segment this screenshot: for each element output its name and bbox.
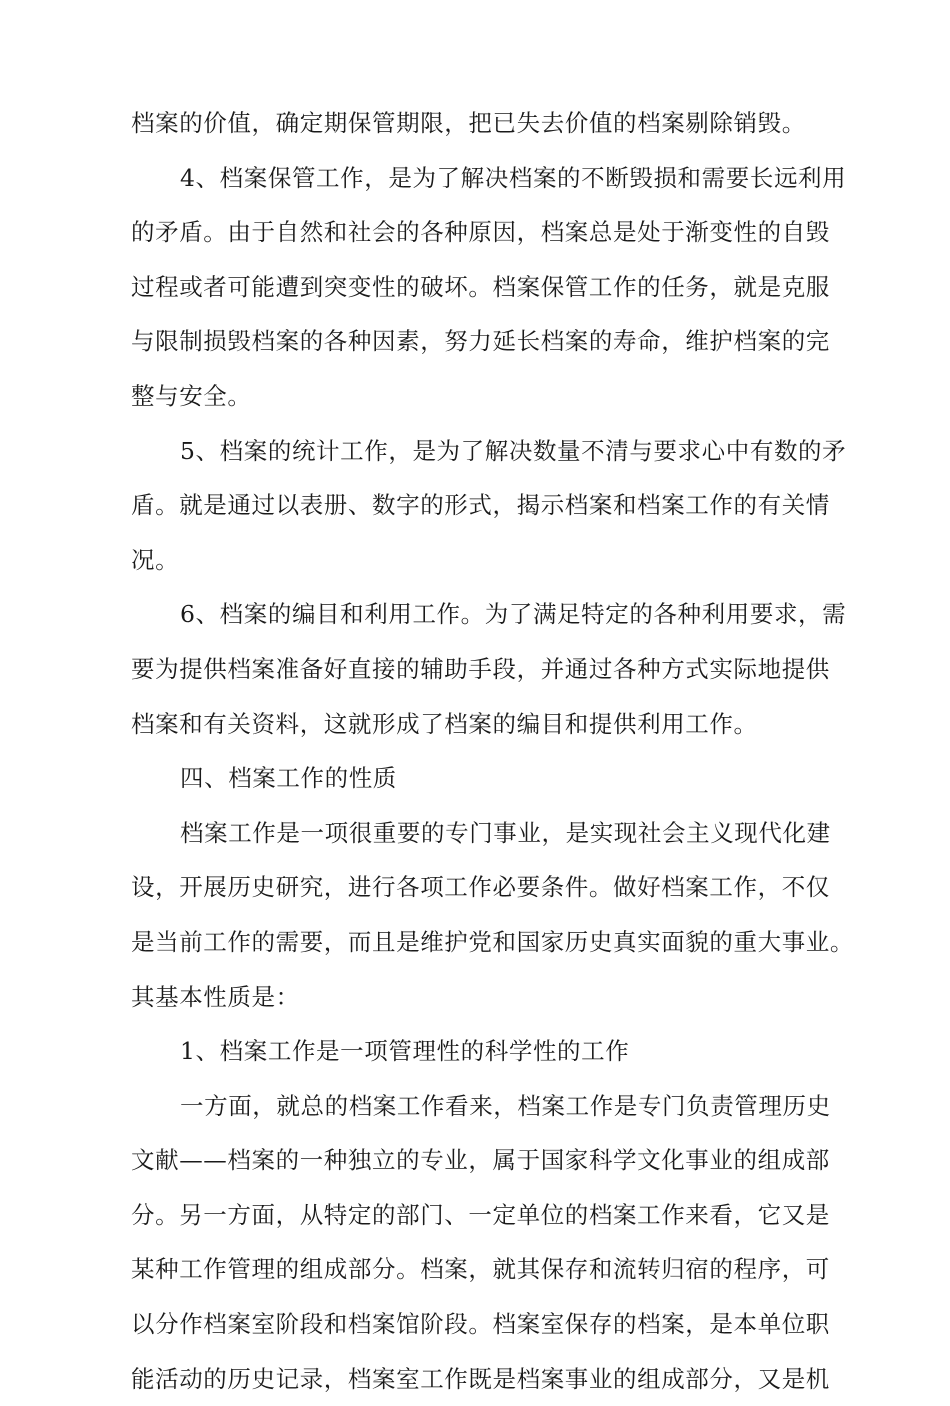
text-line: 档案的价值，确定期保管期限，把已失去价值的档案剔除销毁。 (131, 109, 806, 137)
text-line: 是当前工作的需要，而且是维护党和国家历史真实面貌的重大事业。 (131, 927, 854, 956)
text-line: 5、档案的统计工作，是为了解决数量不清与要求心中有数的矛 (180, 436, 847, 465)
text-line: 况。 (131, 545, 180, 574)
text-line: 能活动的历史记录，档案室工作既是档案事业的组成部分，又是机 (131, 1364, 830, 1393)
text-line: 盾。就是通过以表册、数字的形式，揭示档案和档案工作的有关情 (131, 491, 830, 520)
text-line: 整与安全。 (131, 381, 252, 410)
text-line: 设，开展历史研究，进行各项工作必要条件。做好档案工作，不仅 (131, 873, 830, 902)
text-line: 档案工作是一项很重要的专门事业，是实现社会主义现代化建 (180, 818, 831, 847)
text-line: 档案和有关资料，这就形成了档案的编目和提供利用工作。 (131, 709, 758, 738)
text-line: 要为提供档案准备好直接的辅助手段，并通过各种方式实际地提供 (131, 654, 830, 683)
text-line: 某种工作管理的组成部分。档案，就其保存和流转归宿的程序，可 (131, 1255, 830, 1284)
text-line: 分。另一方面，从特定的部门、一定单位的档案工作来看，它又是 (131, 1200, 830, 1229)
text-line: 过程或者可能遭到突变性的破坏。档案保管工作的任务，就是克服 (131, 272, 830, 301)
text-line: 其基本性质是： (131, 982, 300, 1011)
text-line: 四、档案工作的性质 (180, 764, 397, 793)
document-body (131, 96, 854, 1406)
text-line: 1、档案工作是一项管理性的科学性的工作 (180, 1037, 630, 1066)
text-line: 一方面，就总的档案工作看来，档案工作是专门负责管理历史 (180, 1091, 831, 1120)
text-line: 文献——档案的一种独立的专业，属于国家科学文化事业的组成部 (131, 1146, 830, 1175)
text-line: 4、档案保管工作，是为了解决档案的不断毁损和需要长远利用 (180, 163, 847, 192)
text-line: 的矛盾。由于自然和社会的各种原因，档案总是处于渐变性的自毁 (131, 218, 830, 247)
text-line: 6、档案的编目和利用工作。为了满足特定的各种利用要求，需 (180, 600, 847, 629)
text-line: 以分作档案室阶段和档案馆阶段。档案室保存的档案，是本单位职 (131, 1310, 830, 1339)
text-line: 与限制损毁档案的各种因素，努力延长档案的寿命，维护档案的完 (131, 327, 830, 356)
